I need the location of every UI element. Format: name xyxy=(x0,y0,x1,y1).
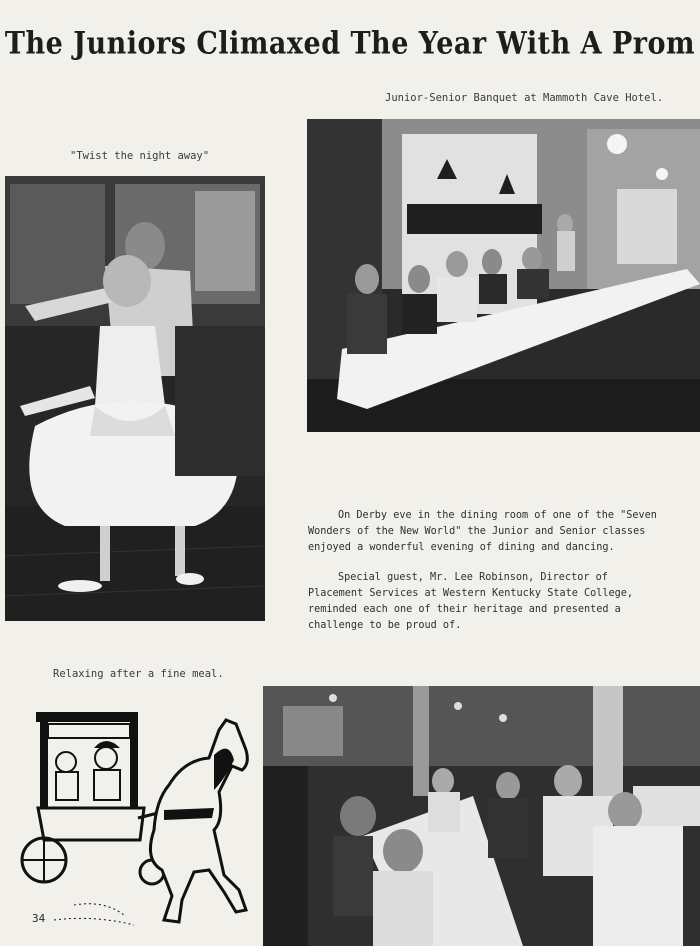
page-number: 34 xyxy=(32,912,46,925)
relaxing-caption: Relaxing after a fine meal. xyxy=(53,668,224,680)
paragraph-2: Special guest, Mr. Lee Robinson, Director of Placement Services at Western Kentucky State College, reminded each one of their heritage and presented a challenge to be proud of. xyxy=(308,572,634,631)
banquet-photo xyxy=(307,119,700,432)
banquet-caption: Junior-Senior Banquet at Mammoth Cave Hotel. xyxy=(385,92,664,104)
dancing-photo xyxy=(5,176,265,621)
article-body xyxy=(308,508,668,634)
horse-buggy-illustration xyxy=(14,700,259,932)
paragraph-1: On Derby eve in the dining room of one of the "Seven Wonders of the New World" the Junior and Senior classes enjoyed a wonderful evening of dining and dancing. xyxy=(308,510,657,553)
twist-caption: "Twist the night away" xyxy=(70,150,210,162)
dining-room-photo xyxy=(263,686,700,946)
page-title: The Juniors Climaxed The Year With A Prom xyxy=(4,25,696,62)
